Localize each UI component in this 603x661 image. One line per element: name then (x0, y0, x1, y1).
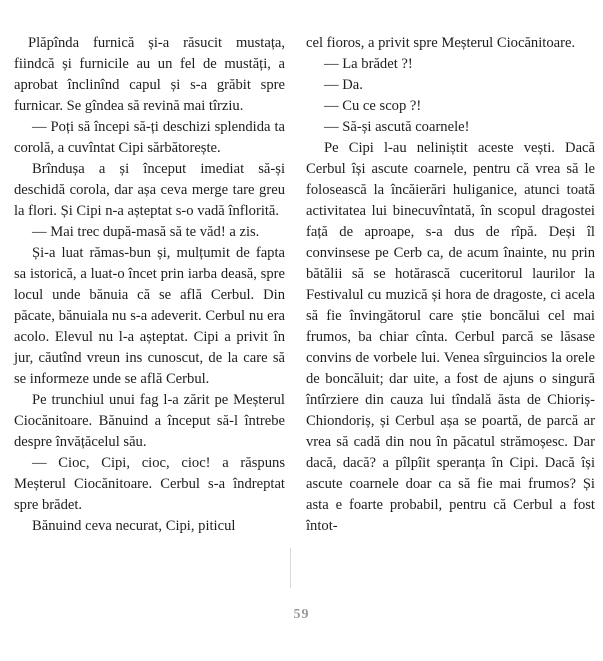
left-column (14, 33, 285, 537)
dialogue-line: — Să-și ascută coarnele! (324, 119, 470, 135)
paragraph: Plăpînda furnică și-a răsucit mustața, fiindcă și furnicile au un fel de mustăți, a aprobat înclinînd capul și s-a grăbit spre furnicar. Se gîndea să revină mai tîrziu. (14, 35, 285, 114)
paragraph: Pe Cipi l-au neliniștit aceste vești. Dacă Cerbul își ascute coarnele, pentru că vrea să le folosească la încăierări huliganice, atunci toată activitatea lui binecuvîntată, în scopul dragostei față de aproape, s-a dus de rîpă. Deși îl convinsese pe Cerb ca, de acum înainte, nu prin bătălii să se hotărască cuceritorul laurilor la Festivalul cu muzică și hora de dragoste, ci acela să fie învingătorul care știe boncălui cel mai frumos, ba chiar cînta. Cerbul parcă se lăsase convins de vorbele lui. Venea sîrguincios la orele de boncăluit; dar uite, a fost de ajuns o singură întîrziere din cauza lui tîndală ăsta de Chioriș-Chiondoriș, și Cerbul așa se poartă, de parcă ar vrea să cadă din nou în păcatul strămoșesc. Dar dacă, dacă? a pîlpîit speranța în Cipi. Dacă își ascute coarnele doar ca să fie mai frumos? Și asta e foarte probabil, pentru că Cerbul a fost întot- (306, 140, 595, 534)
paragraph: — Cioc, Cipi, cioc, cioc! a răspuns Meșterul Ciocănitoare. Cerbul s-a îndreptat spre brădet. (14, 455, 285, 513)
paragraph: Și-a luat rămas-bun și, mulțumit de fapta sa istorică, a luat-o încet prin iarba deasă, spre locul unde bănuia că se află Cerbul. Din păcate, bănuiala nu s-a adeverit. Cerbul nu era acolo. Elevul nu l-a așteptat. Cipi a privit în jur, căutînd vreun ins cunoscut, de la care să se informeze unde se află Cerbul. (14, 245, 285, 387)
scan-artifact (290, 548, 291, 588)
dialogue-line: — La brădet ?! (324, 56, 413, 72)
right-column (306, 33, 595, 537)
dialogue-line: — Cu ce scop ?! (324, 98, 422, 114)
paragraph: cel fioros, a privit spre Meșterul Ciocănitoare. (306, 35, 576, 51)
paragraph: — Poți să începi să-ți deschizi splendida ta corolă, a cuvîntat Cipi sărbătorește. (14, 119, 285, 156)
paragraph: — Mai trec după-masă să te văd! a zis. (32, 224, 260, 240)
paragraph: Brîndușa a și început imediat să-și deschidă corola, dar așa ceva merge tare greu la flori. Și Cipi n-a așteptat s-o vadă înflorită. (14, 161, 285, 219)
dialogue-line: — Da. (324, 77, 363, 93)
paragraph: Bănuind ceva necurat, Cipi, piticul (32, 518, 236, 534)
paragraph: Pe trunchiul unui fag l-a zărit pe Meșterul Ciocănitoare. Bănuind a început să-l întrebe despre învățăcelul său. (14, 392, 285, 450)
page-number: 59 (293, 607, 310, 622)
